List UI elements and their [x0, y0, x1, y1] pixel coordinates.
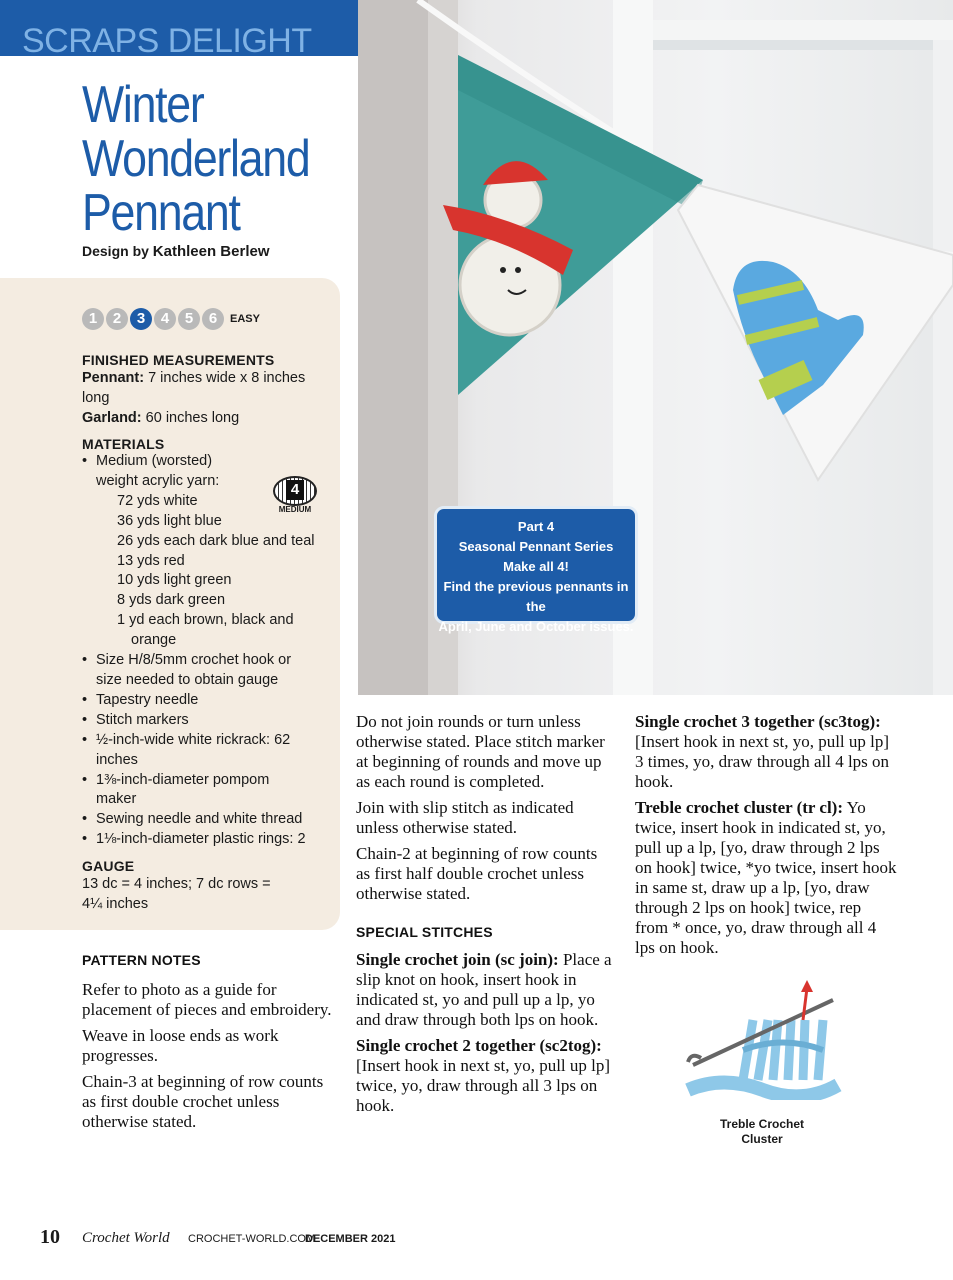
info-panel-content — [82, 296, 327, 914]
material-text: Size H/8/5mm crochet hook or — [96, 652, 292, 669]
stitch-definition — [356, 950, 614, 1030]
special-stitches-heading: SPECIAL STITCHES — [356, 924, 493, 940]
note-paragraph: Refer to photo as a guide for placement of pieces and embroidery. — [82, 980, 332, 1019]
section-label: SCRAPS DELIGHT — [22, 22, 312, 60]
yarn-amount: 13 yds red — [117, 552, 185, 569]
base-chain — [688, 1083, 838, 1097]
byline-name: Kathleen Berlew — [152, 243, 270, 260]
byline — [82, 243, 270, 260]
yarn-amount: 72 yds white — [117, 492, 198, 509]
material-item — [82, 452, 327, 472]
gauge-line: 13 dc = 4 inches; 7 dc rows = — [82, 876, 271, 893]
treble-cluster-diagram — [683, 980, 843, 1100]
material-item — [82, 731, 327, 771]
skill-level-6: 6 — [202, 308, 224, 330]
note-paragraph: Do not join rounds or turn unless otherwise stated. Place stitch marker at beginning of rounds and move up as each round is completed. — [356, 712, 605, 791]
series-callout — [434, 506, 638, 634]
gauge-line: 4¼ inches — [82, 896, 149, 913]
callout-line: Seasonal Pennant Series — [458, 539, 614, 554]
page-title — [82, 78, 314, 240]
stitch-text: Place a slip knot on hook, insert hook in indicated st, yo and pull up a lp, yo and draw through both lps on hook. — [356, 950, 612, 1029]
material-text: weight acrylic yarn: — [96, 472, 220, 489]
material-item: • Sewing needle and white thread — [82, 810, 327, 830]
stitch-definition — [635, 798, 897, 958]
title-line: Winter — [82, 76, 204, 134]
skill-level-2: 2 — [106, 308, 128, 330]
stitch-term: Single crochet 2 together (sc2tog): — [356, 1036, 602, 1055]
arrow-head — [801, 980, 813, 992]
stitch-text: [Insert hook in next st, yo, pull up lp] twice, yo, draw through all 3 lps on hook. — [356, 1056, 611, 1115]
material-item: • Stitch markers — [82, 711, 327, 731]
skill-level-5: 5 — [178, 308, 200, 330]
pennant-measurement — [82, 368, 327, 408]
stitch-definition — [635, 712, 897, 792]
material-text: inches — [96, 751, 138, 768]
materials-heading: MATERIALS — [82, 436, 165, 452]
skill-level-scale — [82, 308, 327, 332]
skill-level-1: 1 — [82, 308, 104, 330]
yarn-amount: 1 yd each brown, black and — [117, 612, 294, 629]
window-frame — [933, 40, 953, 695]
skill-level-3-selected: 3 — [130, 308, 152, 330]
material-item: • 1⅛-inch-diameter plastic rings: 2 — [82, 830, 327, 850]
gauge-heading: GAUGE — [82, 858, 135, 875]
title-line: Pennant — [82, 184, 240, 242]
treble-posts — [743, 1020, 823, 1080]
stitch-term: Single crochet 3 together (sc3tog): — [635, 712, 881, 731]
garland-measurement — [82, 408, 327, 428]
pennant-label: Pennant: — [82, 370, 145, 386]
note-paragraph: Chain-3 at beginning of row counts as first double crochet unless otherwise stated. — [82, 1072, 324, 1131]
yarn-loops — [743, 1043, 823, 1051]
yarn-amount: 26 yds each dark blue and teal — [117, 532, 315, 549]
note-paragraph: Weave in loose ends as work progresses. — [82, 1026, 279, 1065]
pattern-notes-heading: PATTERN NOTES — [82, 952, 201, 968]
note-paragraph: Chain-2 at beginning of row counts as first half double crochet unless otherwise stated. — [356, 844, 598, 903]
middle-column — [356, 712, 614, 1122]
stitch-text: [Insert hook in next st, yo, pull up lp] 3 times, yo, draw through all 4 lps on hook. — [635, 732, 890, 791]
magazine-name: Crochet World — [82, 1230, 170, 1246]
garland-value: 60 inches long — [145, 410, 240, 426]
yarn-amount: 36 yds light blue — [117, 512, 222, 529]
callout-line: Make all 4! — [503, 559, 569, 574]
website-link[interactable]: CROCHET-WORLD.COM — [188, 1233, 316, 1245]
title-line: Wonderland — [82, 130, 310, 188]
material-text: Medium (worsted) — [96, 453, 213, 469]
finished-measurements-heading: FINISHED MEASUREMENTS — [82, 352, 275, 368]
callout-line: April, June and October issues. — [438, 619, 634, 634]
page-number: 10 — [40, 1226, 60, 1248]
right-column — [635, 712, 897, 964]
pattern-notes — [82, 950, 337, 1138]
skill-level-4: 4 — [154, 308, 176, 330]
yarn-amount: 8 yds dark green — [117, 592, 226, 609]
issue-date: DECEMBER 2021 — [305, 1233, 396, 1245]
callout-line: Find the previous pennants in the — [443, 579, 629, 614]
callout-line: Part 4 — [517, 519, 555, 534]
yarn-weight-label: MEDIUM — [278, 505, 312, 514]
pennant-value: 7 inches wide x 8 inches long — [82, 370, 306, 406]
caption-line: Cluster — [741, 1132, 783, 1146]
yarn-amount: 10 yds light green — [117, 572, 232, 589]
skill-label: EASY — [230, 313, 260, 325]
byline-prefix: Design by — [82, 243, 149, 259]
yarn-amount: orange — [131, 632, 177, 649]
material-item — [82, 771, 327, 811]
stitch-definition — [356, 1036, 614, 1116]
garland-label: Garland: — [82, 410, 142, 426]
material-text: size needed to obtain gauge — [96, 671, 279, 688]
stitch-term: Treble crochet cluster (tr cl): — [635, 798, 844, 817]
section-banner — [0, 0, 358, 60]
curtain — [358, 0, 428, 695]
material-item: • Tapestry needle — [82, 691, 327, 711]
gauge-text — [82, 874, 327, 914]
yarn-weight-icon — [272, 476, 318, 516]
stitch-text: Yo twice, insert hook in indicated st, yo, pull up a lp, [yo, draw through 2 lps on hook] twice, *yo twice, insert hook in same st, draw up a lp, [yo, draw through 2 lps on hook] twice, rep from * once, yo, draw through all 4 lps on hook. — [635, 798, 897, 957]
info-panel — [0, 278, 340, 930]
caption-line: Treble Crochet — [719, 1117, 805, 1131]
snowman-button — [515, 267, 521, 273]
stitch-diagram-icon — [683, 980, 843, 1100]
material-text: 1⅜-inch-diameter pompom — [96, 771, 270, 788]
direction-arrow — [803, 988, 807, 1020]
snowman-button — [500, 267, 506, 273]
stitch-term: Single crochet join (sc join): — [356, 950, 559, 969]
window-frame — [653, 40, 953, 50]
material-text: maker — [96, 791, 137, 808]
yarn-weight-number: 4 — [286, 480, 304, 500]
material-text: ½-inch-wide white rickrack: 62 — [96, 731, 291, 748]
diagram-caption — [700, 1117, 824, 1147]
material-item — [82, 651, 327, 691]
note-paragraph: Join with slip stitch as indicated unless otherwise stated. — [356, 798, 574, 837]
